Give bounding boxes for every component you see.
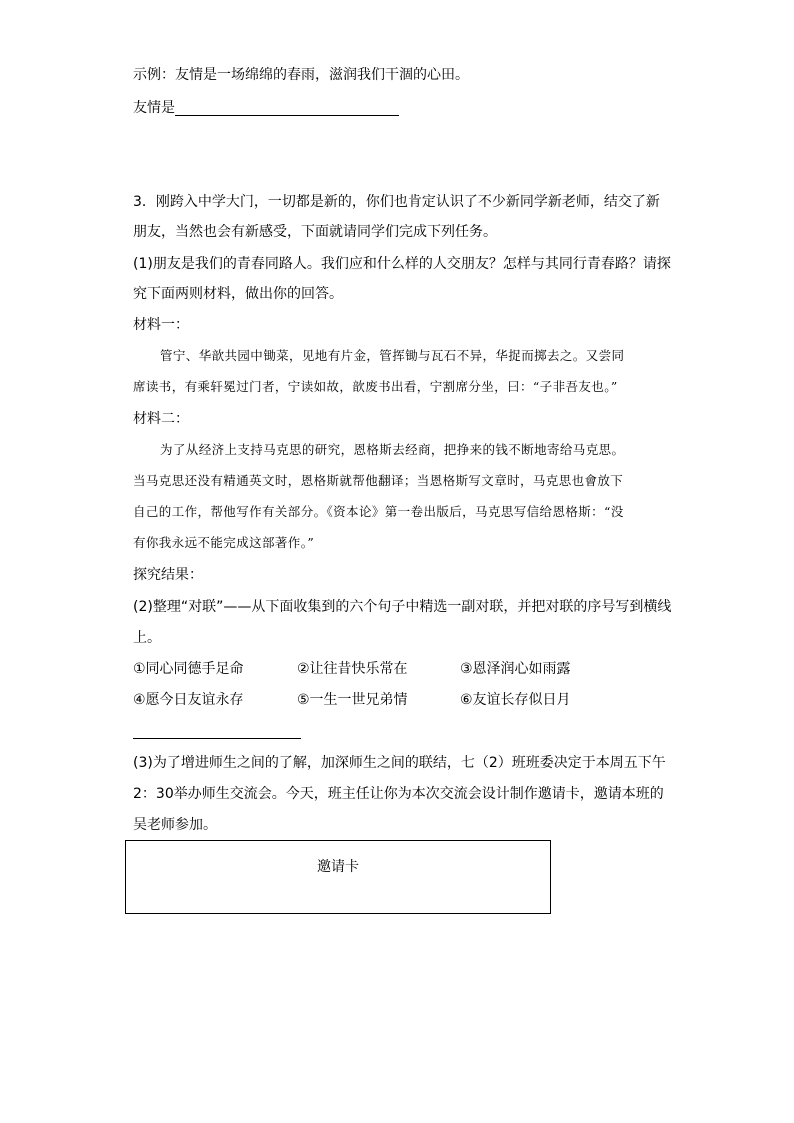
answer-line-friendship[interactable]	[175, 115, 399, 116]
invitation-card-title: 邀请卡	[317, 859, 359, 875]
result-label: 探究结果：	[133, 567, 203, 583]
part-3-prompt-line3: 吴老师参加。	[133, 817, 217, 833]
part-3-prompt-line2: 2：30举办师生交流会。今天，班主任让你为本次交流会设计制作邀请卡，邀请本班的	[133, 786, 664, 802]
friendship-prompt: 友情是	[133, 100, 175, 116]
example-sentence: 示例：友情是一场绵绵的春雨，滋润我们干涸的心田。	[133, 67, 469, 83]
question-3-intro-line1: 3．刚跨入中学大门，一切都是新的，你们也肯定认识了不少新同学新老师，结交了新	[133, 194, 660, 210]
couplet-option-5: ⑤一生一世兄弟情	[297, 692, 408, 708]
couplet-option-1: ①同心同德手足命	[133, 661, 244, 677]
material-2-line2: 当马克思还没有精通英文时，恩格斯就帮他翻译；当恩格斯写文章时，马克思也會放下	[133, 473, 624, 488]
material-2-line3: 自己的工作，帮他写作有关部分。《资本论》第一卷出版后，马克思写信给恩格斯：“没	[133, 504, 624, 519]
couplet-option-4: ④愿今日友谊永存	[133, 692, 244, 708]
invitation-card-box[interactable]	[125, 840, 551, 914]
material-1-label: 材料一：	[133, 317, 189, 333]
material-1-line1: 管宁、华歆共园中锄菜，见地有片金，管挥锄与瓦石不异，华捉而掷去之。又尝同	[160, 348, 625, 363]
part-1-prompt-line2: 究下面两则材料，做出你的回答。	[133, 286, 343, 302]
part-1-prompt-line1: (1)朋友是我们的青春同路人。我们应和什么样的人交朋友？怎样与其同行青春路？请探	[133, 256, 671, 272]
material-2-line1: 为了从经济上支持马克思的研究，恩格斯去经商，把挣来的钱不断地寄给马克思。	[160, 442, 625, 457]
material-2-line4: 有你我永远不能完成这部著作。”	[133, 535, 315, 550]
part-2-prompt-line2: 上。	[133, 630, 161, 646]
couplet-option-6: ⑥友谊长存似日月	[460, 692, 571, 708]
material-1-line2: 席读书，有乘轩冕过门者，宁读如故，歆废书出看，宁割席分坐，曰：“子非吾友也。”	[133, 379, 618, 394]
couplet-option-3: ③恩泽润心如雨露	[460, 661, 571, 677]
couplet-option-2: ②让往昔快乐常在	[297, 661, 408, 677]
answer-line-couplet[interactable]	[133, 738, 301, 739]
question-3-intro-line2: 朋友，当然也会有新感受，下面就请同学们完成下列任务。	[133, 224, 497, 240]
part-2-prompt-line1: (2)整理“对联”——从下面收集到的六个句子中精选一副对联，并把对联的序号写到横线	[133, 599, 672, 615]
part-3-prompt-line1: (3)为了增进师生之间的了解，加深师生之间的联结，七（2）班班委决定于本周五下午	[133, 755, 666, 771]
material-2-label: 材料二：	[133, 411, 189, 427]
